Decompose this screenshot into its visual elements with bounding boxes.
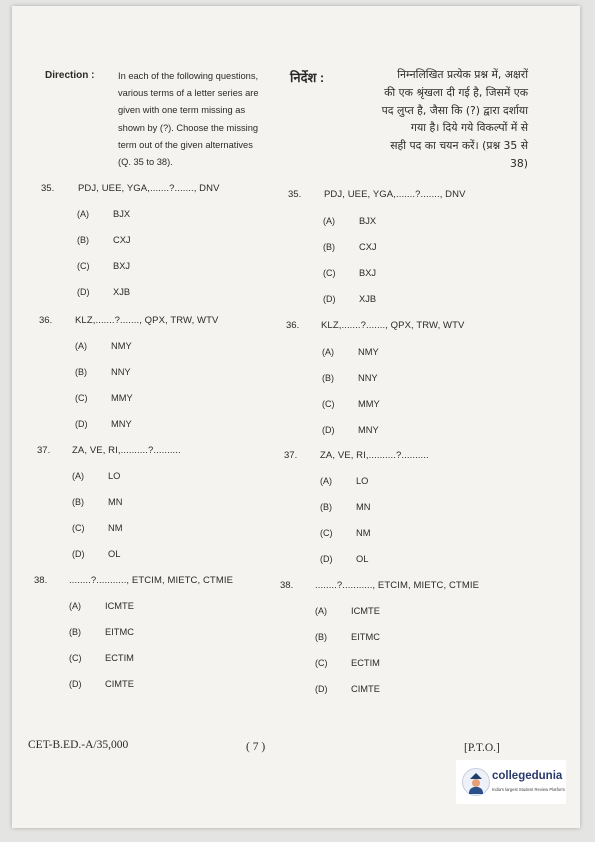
option-value: BJX bbox=[113, 209, 131, 219]
option-letter: (D) bbox=[323, 294, 336, 304]
option-letter: (B) bbox=[323, 242, 335, 252]
option-value: CIMTE bbox=[105, 679, 134, 689]
option-letter: (A) bbox=[315, 606, 327, 616]
logo-name: collegedunia bbox=[492, 770, 563, 782]
pto-label: [P.T.O.] bbox=[464, 742, 500, 754]
option-letter: (D) bbox=[69, 679, 82, 689]
option-letter: (D) bbox=[75, 419, 88, 429]
option-letter: (B) bbox=[75, 367, 87, 377]
option-letter: (C) bbox=[72, 523, 85, 533]
question-number: 37. bbox=[37, 445, 51, 456]
question-number: 35. bbox=[288, 189, 302, 200]
question-number: 36. bbox=[39, 315, 53, 326]
option-value: BJX bbox=[359, 216, 377, 226]
option-value: NNY bbox=[111, 367, 131, 377]
option-value: CIMTE bbox=[351, 684, 380, 694]
direction-text bbox=[118, 68, 278, 171]
direction-line: various terms of a letter series are bbox=[118, 88, 259, 99]
question-text: ZA, VE, RI,..........?.......... bbox=[320, 450, 429, 461]
exam-page bbox=[12, 6, 580, 828]
option-letter: (C) bbox=[69, 653, 82, 663]
option-letter: (C) bbox=[75, 393, 88, 403]
question-text: ........?..........., ETCIM, MIETC, CTMIE bbox=[69, 575, 234, 586]
option-letter: (D) bbox=[322, 425, 335, 435]
option-value: LO bbox=[356, 476, 369, 486]
option-letter: (B) bbox=[315, 632, 327, 642]
direction-line: In each of the following questions, bbox=[118, 71, 259, 81]
option-value: NM bbox=[356, 528, 371, 538]
option-value: XJB bbox=[113, 287, 131, 297]
option-value: EITMC bbox=[351, 632, 380, 642]
option-value: BXJ bbox=[359, 268, 377, 278]
option-letter: (C) bbox=[320, 528, 333, 538]
option-value: CXJ bbox=[113, 235, 131, 245]
question-number: 37. bbox=[284, 450, 298, 461]
hindi-line: निम्नलिखित प्रत्येक प्रश्न में, अक्षरों bbox=[397, 68, 528, 81]
option-letter: (D) bbox=[320, 554, 333, 564]
option-value: NMY bbox=[358, 347, 379, 357]
hindi-line: पद लुप्त है, जैसा कि (?) द्वारा दर्शाया bbox=[381, 103, 528, 117]
option-value: MMY bbox=[111, 393, 133, 403]
option-letter: (B) bbox=[72, 497, 84, 507]
option-letter: (C) bbox=[315, 658, 328, 668]
hindi-line: सही पद का चयन करें। (प्रश्न 35 से bbox=[390, 139, 528, 153]
option-value: MNY bbox=[111, 419, 132, 429]
collegedunia-logo bbox=[456, 760, 566, 804]
question-number: 38. bbox=[280, 580, 294, 591]
direction-line: (Q. 35 to 38). bbox=[118, 157, 173, 168]
option-letter: (B) bbox=[77, 235, 89, 245]
option-letter: (A) bbox=[77, 209, 89, 219]
option-value: MMY bbox=[358, 399, 380, 409]
option-value: ICMTE bbox=[105, 601, 134, 611]
hindi-line: की एक श्रृंखला दी गई है, जिसमें एक bbox=[384, 85, 528, 99]
option-value: XJB bbox=[359, 294, 377, 304]
option-letter: (D) bbox=[77, 287, 90, 297]
question-text: ZA, VE, RI,..........?.......... bbox=[72, 445, 181, 456]
option-value: LO bbox=[108, 471, 121, 481]
hindi-direction-text bbox=[366, 66, 528, 173]
hindi-line: गया है। दिये गये विकल्पों में से bbox=[410, 121, 528, 135]
option-value: MNY bbox=[358, 425, 379, 435]
question-number: 36. bbox=[286, 320, 300, 331]
direction-label: Direction : bbox=[45, 70, 95, 81]
option-letter: (A) bbox=[322, 347, 334, 357]
question-text: ........?..........., ETCIM, MIETC, CTMIE bbox=[315, 580, 480, 591]
option-letter: (A) bbox=[75, 341, 87, 351]
question-text: KLZ,.......?......., QPX, TRW, WTV bbox=[321, 320, 465, 331]
question-number: 38. bbox=[34, 575, 48, 586]
option-value: BXJ bbox=[113, 261, 131, 271]
option-value: EITMC bbox=[105, 627, 134, 637]
option-letter: (B) bbox=[320, 502, 332, 512]
option-value: MN bbox=[108, 497, 123, 507]
option-letter: (C) bbox=[77, 261, 90, 271]
option-letter: (A) bbox=[69, 601, 81, 611]
option-value: NMY bbox=[111, 341, 132, 351]
question-text: PDJ, UEE, YGA,.......?......., DNV bbox=[78, 183, 220, 194]
option-value: OL bbox=[108, 549, 121, 559]
option-letter: (C) bbox=[323, 268, 336, 278]
question-text: PDJ, UEE, YGA,.......?......., DNV bbox=[324, 189, 466, 200]
hindi-direction-label: निर्देश : bbox=[290, 70, 325, 85]
direction-line: given with one term missing as bbox=[118, 105, 246, 116]
option-letter: (B) bbox=[322, 373, 334, 383]
option-letter: (A) bbox=[323, 216, 335, 226]
option-letter: (C) bbox=[322, 399, 335, 409]
direction-line: term out of the given alternatives bbox=[118, 139, 253, 150]
option-letter: (D) bbox=[72, 549, 85, 559]
option-letter: (D) bbox=[315, 684, 328, 694]
option-value: ICMTE bbox=[351, 606, 380, 616]
exam-code: CET-B.ED.-A/35,000 bbox=[28, 739, 129, 751]
option-letter: (A) bbox=[72, 471, 84, 481]
question-text: KLZ,.......?......., QPX, TRW, WTV bbox=[75, 315, 219, 326]
option-value: ECTIM bbox=[105, 653, 134, 663]
page-number: ( 7 ) bbox=[246, 741, 266, 753]
hindi-line: 38) bbox=[510, 156, 528, 170]
option-value: CXJ bbox=[359, 242, 377, 252]
option-value: OL bbox=[356, 554, 369, 564]
logo-tagline: India's largest Student Review Platform bbox=[492, 787, 565, 792]
option-letter: (B) bbox=[69, 627, 81, 637]
option-value: ECTIM bbox=[351, 658, 380, 668]
student-avatar-icon bbox=[462, 768, 490, 796]
option-value: NNY bbox=[358, 373, 378, 383]
option-value: MN bbox=[356, 502, 371, 512]
question-number: 35. bbox=[41, 183, 55, 194]
direction-line: shown by (?). Choose the missing bbox=[118, 122, 259, 133]
option-letter: (A) bbox=[320, 476, 332, 486]
option-value: NM bbox=[108, 523, 123, 533]
